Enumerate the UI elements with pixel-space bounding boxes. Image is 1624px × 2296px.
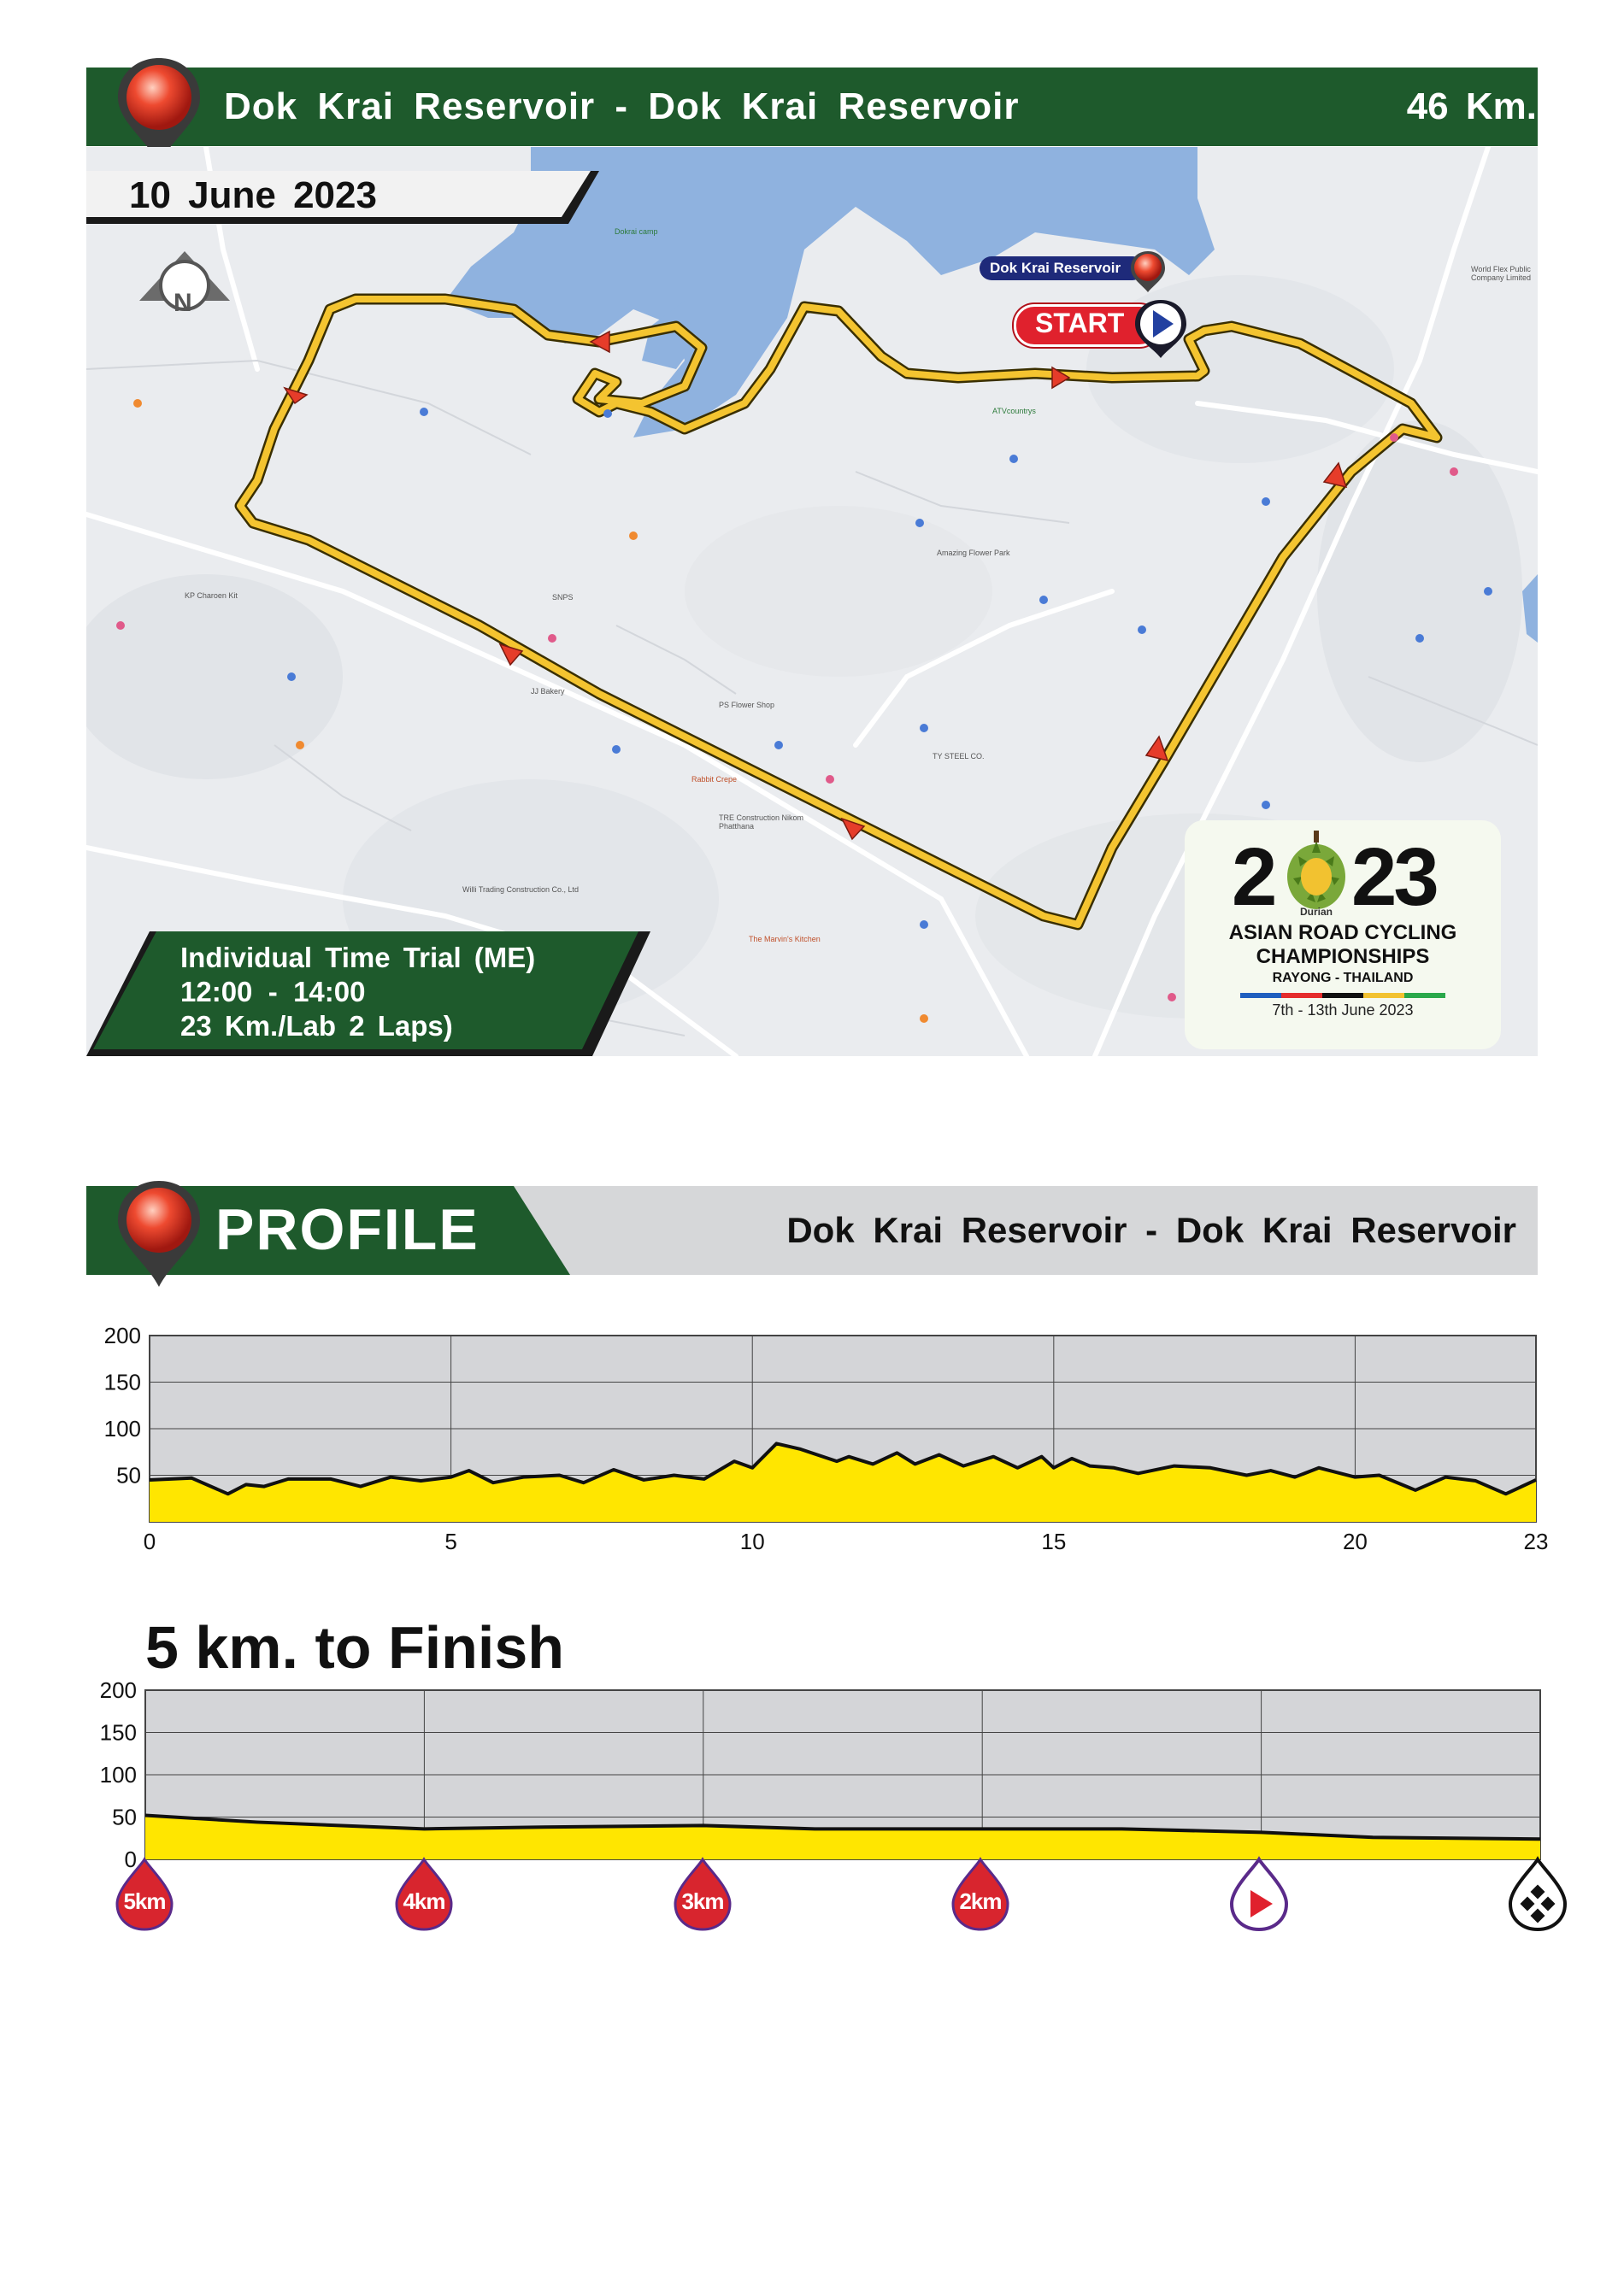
- x-tick-label: 15: [1041, 1529, 1067, 1554]
- km-marker-label: 3km: [681, 1888, 724, 1914]
- location-pin-icon: [113, 1177, 205, 1290]
- logo-color-stripe: [1240, 993, 1445, 998]
- x-tick-label: 0: [143, 1529, 156, 1554]
- poi-label: KP Charoen Kit: [185, 591, 238, 600]
- finish-flag-icon: [1507, 1856, 1568, 1933]
- route-map[interactable]: [86, 147, 1538, 1056]
- y-tick-label: 150: [103, 1369, 141, 1395]
- y-tick-label: 50: [116, 1462, 141, 1489]
- poi-label: TY STEEL CO.: [933, 752, 985, 760]
- poi-label: Dokrai camp: [615, 227, 658, 236]
- route-date: 10 June 2023: [129, 174, 377, 216]
- poi-label: Willi Trading Construction Co., Ltd: [462, 885, 580, 894]
- start-location-pin-icon: [1127, 250, 1168, 294]
- event-time: 12:00 - 14:00: [180, 976, 366, 1007]
- poi-label: SNPS: [552, 593, 574, 602]
- logo-dates: 7th - 13th June 2023: [1272, 1001, 1414, 1019]
- x-tick-label: 23: [1523, 1529, 1549, 1554]
- event-type: Individual Time Trial (ME): [180, 942, 536, 973]
- logo-line1: ASIAN ROAD CYCLING: [1228, 921, 1457, 944]
- logo-line2: CHAMPIONSHIPS: [1256, 945, 1430, 968]
- km-marker-label: 4km: [403, 1888, 445, 1914]
- finish-heading: 5 km. to Finish: [145, 1614, 565, 1681]
- logo-year-right: 23: [1351, 831, 1436, 923]
- profile-heading: PROFILE: [215, 1197, 480, 1262]
- x-tick-label: 5: [444, 1529, 457, 1554]
- durian-icon: [1281, 831, 1351, 913]
- y-tick-label: 200: [103, 1323, 141, 1348]
- y-tick-label: 150: [99, 1719, 137, 1746]
- y-tick-label: 0: [124, 1847, 137, 1868]
- logo-line3: RAYONG - THAILAND: [1272, 971, 1414, 985]
- start-play-icon: [1131, 297, 1191, 361]
- poi-label: JJ Bakery: [531, 687, 565, 696]
- logo-durian: Durian: [1300, 906, 1333, 918]
- elevation-profile-chart: [85, 1323, 1556, 1562]
- y-tick-label: 100: [99, 1762, 137, 1788]
- profile-route-title: Dok Krai Reservoir - Dok Krai Reservoir: [786, 1210, 1516, 1250]
- route-distance: 46 Km.: [1406, 85, 1537, 127]
- x-tick-label: 10: [739, 1529, 765, 1554]
- poi-label: TRE Construction Nikom Phatthana: [719, 813, 804, 831]
- poi-label: ATVcountrys: [992, 407, 1036, 415]
- route-title: Dok Krai Reservoir - Dok Krai Reservoir: [224, 85, 1020, 127]
- poi-label: PS Flower Shop: [719, 701, 775, 709]
- poi-label: Rabbit Crepe: [691, 775, 738, 784]
- y-tick-label: 200: [99, 1677, 137, 1703]
- event-distance: 23 Km./Lab 2 Laps): [180, 1010, 453, 1042]
- km-marker-label: 5km: [123, 1888, 166, 1914]
- poi-label: World Flex Public Company Limited: [1471, 265, 1532, 282]
- poi-label: The Marvin's Kitchen: [749, 935, 821, 943]
- final-5km-profile-chart: [85, 1671, 1556, 1868]
- y-tick-label: 50: [112, 1804, 137, 1830]
- km-marker-label: 2km: [959, 1888, 1002, 1914]
- logo-year-left: 2: [1232, 831, 1274, 923]
- y-tick-label: 100: [103, 1416, 141, 1442]
- start-label: START: [1035, 308, 1125, 338]
- flamme-rouge-icon: [1228, 1856, 1290, 1933]
- north-label: N: [174, 289, 192, 317]
- start-place-label: Dok Krai Reservoir: [980, 256, 1144, 280]
- poi-label: Amazing Flower Park: [937, 549, 1010, 557]
- x-tick-label: 20: [1342, 1529, 1368, 1554]
